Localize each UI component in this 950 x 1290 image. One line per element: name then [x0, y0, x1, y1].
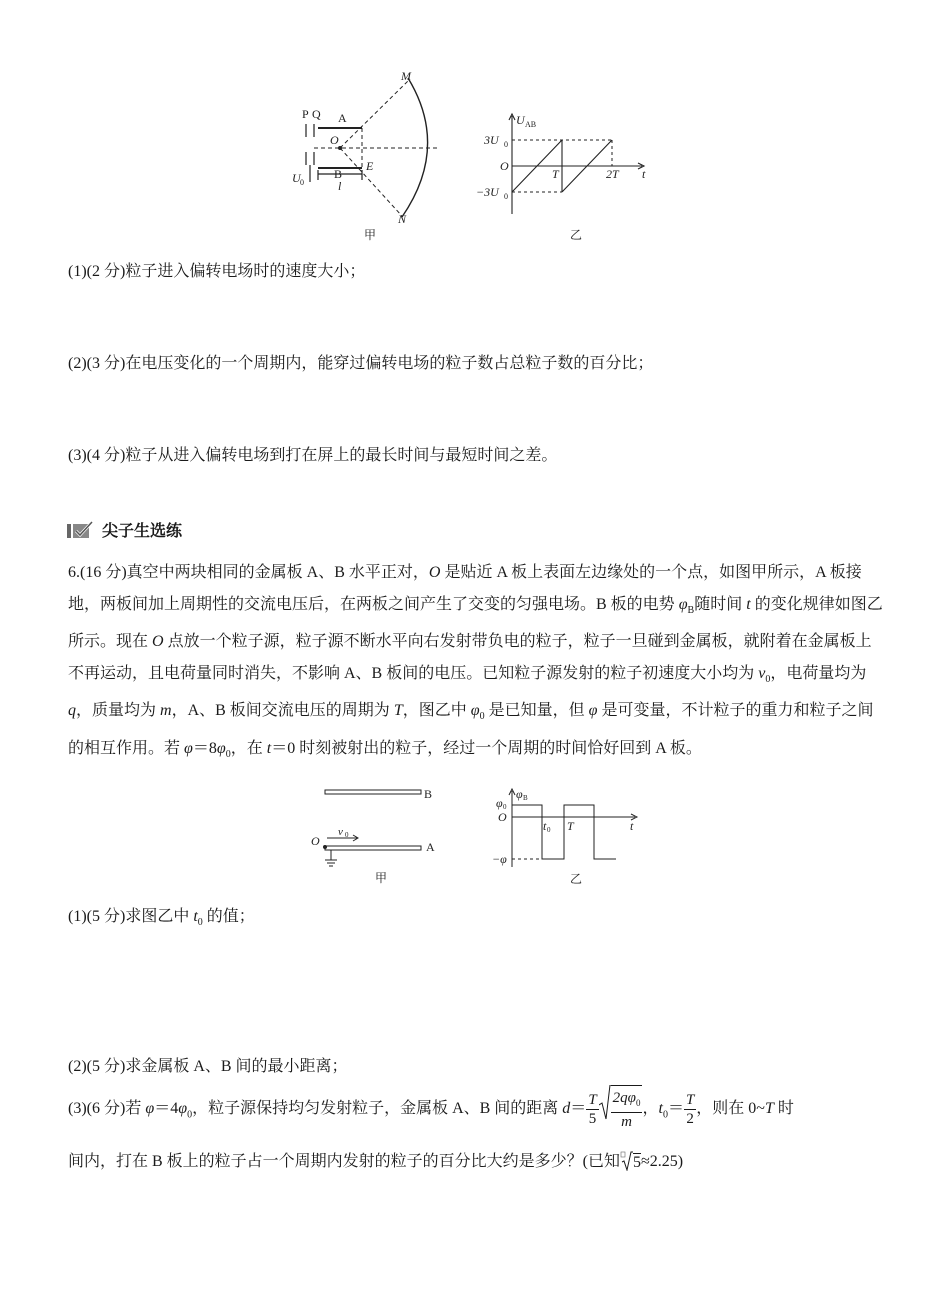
rad-num-sub: 0	[635, 1098, 641, 1109]
figure-1-jia	[290, 62, 460, 247]
cube-root-sign-icon	[620, 1151, 633, 1171]
q6-phi: φ	[588, 702, 598, 720]
q6-p3-t0-sub: 0	[662, 1109, 668, 1121]
frac-num-T: T	[588, 1092, 597, 1108]
label-E: E	[366, 159, 374, 173]
label-U0: U	[292, 171, 301, 185]
fig2-yi-T: T	[567, 819, 574, 833]
q6-s1: 6.(16 分)真空中两块相同的金属板 A、B 水平正对，	[68, 564, 429, 581]
q6-phi-eq: φ	[184, 740, 193, 758]
checklist-icon	[66, 520, 96, 540]
q6-p1-a: (1)(5 分)求图乙中	[68, 908, 194, 925]
q6-p3-t0: t	[658, 1100, 663, 1118]
q6-p3-T: T	[764, 1100, 774, 1118]
fig2-yi-ylabel: φ	[516, 787, 523, 801]
q6-p3-comma: ，	[642, 1100, 659, 1118]
q6-p3-eq: ＝	[570, 1100, 587, 1118]
yi-tick-3u0: 3U	[484, 133, 499, 147]
q6-p3-phi0: φ	[178, 1100, 188, 1118]
q6-p3-f: 时	[773, 1100, 794, 1118]
yi-xlabel: t	[642, 167, 646, 181]
yi-tick-T: T	[552, 167, 559, 181]
fig1-yi-caption: 乙	[570, 228, 583, 242]
rad-den: m	[621, 1114, 632, 1131]
q6-s6: ，电荷量均为	[770, 664, 867, 682]
fig2-yi-O: O	[498, 810, 507, 824]
q6-part-3-line-2	[68, 1148, 683, 1172]
q6-s4: 的变化规律如图乙所示。现在	[68, 595, 883, 651]
q6-s3: 随时间	[694, 595, 747, 613]
fig2-yi-t: t	[630, 819, 634, 833]
q6-p3-line2a: 间内，打在 B 板上的粒子占一个周期内发射的粒子的百分比大约是多少？(已知	[68, 1153, 621, 1170]
fig1-jia-caption: 甲	[364, 228, 377, 242]
fraction-T-over-5	[586, 1091, 598, 1128]
q6-v0: v	[758, 664, 766, 682]
q6-s14: ＝0 时刻被射出的粒子，经过一个周期的时间恰好回到 A 板。	[271, 740, 702, 758]
q6-s10: 是已知量，但	[484, 702, 589, 720]
fig2-yi-phi0: φ	[496, 796, 503, 810]
q6-p1-b: 的值；	[202, 908, 255, 925]
q6-s2: 是贴近 A 板上表面左边缘处的一个点，如图甲所示，A 板接地，两板间加上周期性的交流电压后，在两板之间产生了交变的匀强电场。B 板的电势	[68, 564, 862, 613]
label-A: A	[338, 111, 347, 125]
yi-tick-2T: 2T	[606, 167, 619, 181]
q6-s5: 点放一个粒子源，粒子源不断水平向右发射带负电的粒子，粒子一旦碰到金属板，就附着在金属板上不再运动，且电荷量同时消失，不影响 A、B 板间的电压。已知粒子源发射的粒子初速度大小均为	[68, 633, 872, 682]
figure-2-jia	[305, 780, 450, 890]
fig2-label-v0: v	[338, 826, 343, 838]
fig2-yi-t0: t	[543, 819, 547, 833]
q6-p1-t0-sub: 0	[197, 917, 203, 929]
q6-p1-t0: t	[193, 908, 198, 925]
q6-O: O	[428, 564, 441, 581]
frac2-den-2: 2	[686, 1111, 694, 1127]
q6-p3-a: (3)(6 分)若	[68, 1100, 146, 1118]
q6-phiB-sub: B	[687, 604, 695, 616]
q6-s7: ，质量均为	[76, 702, 161, 720]
q6-p3-e: ，则在 0~	[696, 1100, 765, 1118]
q6-p3-line2b: ≈2.25)	[641, 1153, 684, 1170]
rad-num: 2qφ	[612, 1090, 636, 1107]
q6-t2: t	[266, 740, 272, 758]
label-P: P	[302, 107, 309, 121]
figure-2-yi	[490, 785, 645, 890]
q5-part-2: (2)(3 分)在电压变化的一个周期内，能穿过偏转电场的粒子数占总粒子数的百分比；	[68, 355, 654, 372]
q6-part-2: (2)(5 分)求金属板 A、B 间的最小距离；	[68, 1058, 348, 1075]
yi-ylabel: U	[516, 113, 525, 127]
q6-O2: O	[152, 633, 164, 651]
label-N: N	[398, 212, 407, 226]
fig2-yi-negphi: −φ	[492, 852, 507, 866]
q6-m: m	[160, 702, 172, 720]
label-O: O	[330, 133, 339, 147]
radical-sign-icon	[599, 1085, 611, 1121]
q6-phi0-sub: 0	[479, 711, 485, 723]
fig2-jia-caption: 甲	[375, 871, 388, 885]
q6-stem	[68, 557, 883, 771]
q6-phi0b: φ	[216, 740, 226, 758]
fig2-yi-phi0-sub: 0	[503, 803, 507, 811]
q6-phiB: φ	[678, 595, 688, 613]
yi-tick-O: O	[500, 159, 509, 173]
label-U0-sub: 0	[300, 178, 304, 187]
q6-v0-sub: 0	[765, 673, 771, 685]
q6-part-1	[68, 903, 255, 928]
q6-s13: ，在	[230, 740, 267, 758]
fig2-yi-caption: 乙	[570, 872, 583, 886]
section-header	[66, 518, 182, 541]
q6-p3-b: ＝4	[154, 1100, 179, 1118]
label-l: l	[338, 179, 342, 193]
label-B: B	[334, 167, 343, 181]
sqrt-expression	[599, 1085, 643, 1134]
q6-p3-phi0-sub: 0	[187, 1109, 193, 1121]
fig2-label-B: B	[424, 787, 433, 801]
frac2-num-T: T	[685, 1092, 695, 1108]
q6-s11: 是可变量，不计粒子的重力和粒子之间的相互作用。若	[68, 702, 874, 758]
fig2-label-A: A	[426, 840, 435, 854]
section-title: 尖子生选练	[102, 523, 183, 540]
q6-q: q	[68, 702, 76, 720]
q6-p3-eq2: ＝	[667, 1100, 684, 1118]
yi-tick-neg3u0: −3U	[476, 185, 499, 199]
cube-root-radicand: 5	[633, 1153, 642, 1171]
fig2-label-v0-sub: 0	[345, 831, 349, 839]
q6-p3-c: ，粒子源保持均匀发射粒子，金属板 A、B 间的距离	[192, 1100, 563, 1118]
q6-T: T	[393, 702, 403, 720]
fig2-yi-t0-sub: 0	[547, 826, 551, 834]
q6-t: t	[746, 595, 751, 613]
label-Q: Q	[312, 107, 321, 121]
q6-phi0b-sub: 0	[225, 749, 231, 761]
q6-p3-phi: φ	[145, 1100, 155, 1118]
q6-p3-d: d	[562, 1100, 571, 1118]
label-M: M	[401, 69, 411, 83]
q5-part-1: (1)(2 分)粒子进入偏转电场时的速度大小；	[68, 263, 366, 280]
q6-s9: ，图乙中	[402, 702, 471, 720]
q5-part-3: (3)(4 分)粒子从进入偏转电场到打在屏上的最长时间与最短时间之差。	[68, 447, 558, 464]
frac-den-5: 5	[588, 1111, 597, 1127]
cube-root	[620, 1153, 641, 1172]
q6-phi0: φ	[470, 702, 480, 720]
q6-s8: ，A、B 板间交流电压的周期为	[171, 702, 394, 720]
yi-tick-neg3u0-sub: 0	[504, 192, 508, 201]
q6-part-3	[68, 1085, 794, 1139]
fig2-label-O: O	[311, 834, 320, 848]
fig2-yi-ylabel-sub: B	[523, 794, 528, 802]
q6-s12: ＝8	[192, 740, 217, 758]
yi-tick-3u0-sub: 0	[504, 140, 508, 149]
yi-ylabel-sub: AB	[525, 120, 537, 129]
fraction-T-over-2	[684, 1091, 696, 1128]
figure-1-yi	[470, 110, 660, 245]
